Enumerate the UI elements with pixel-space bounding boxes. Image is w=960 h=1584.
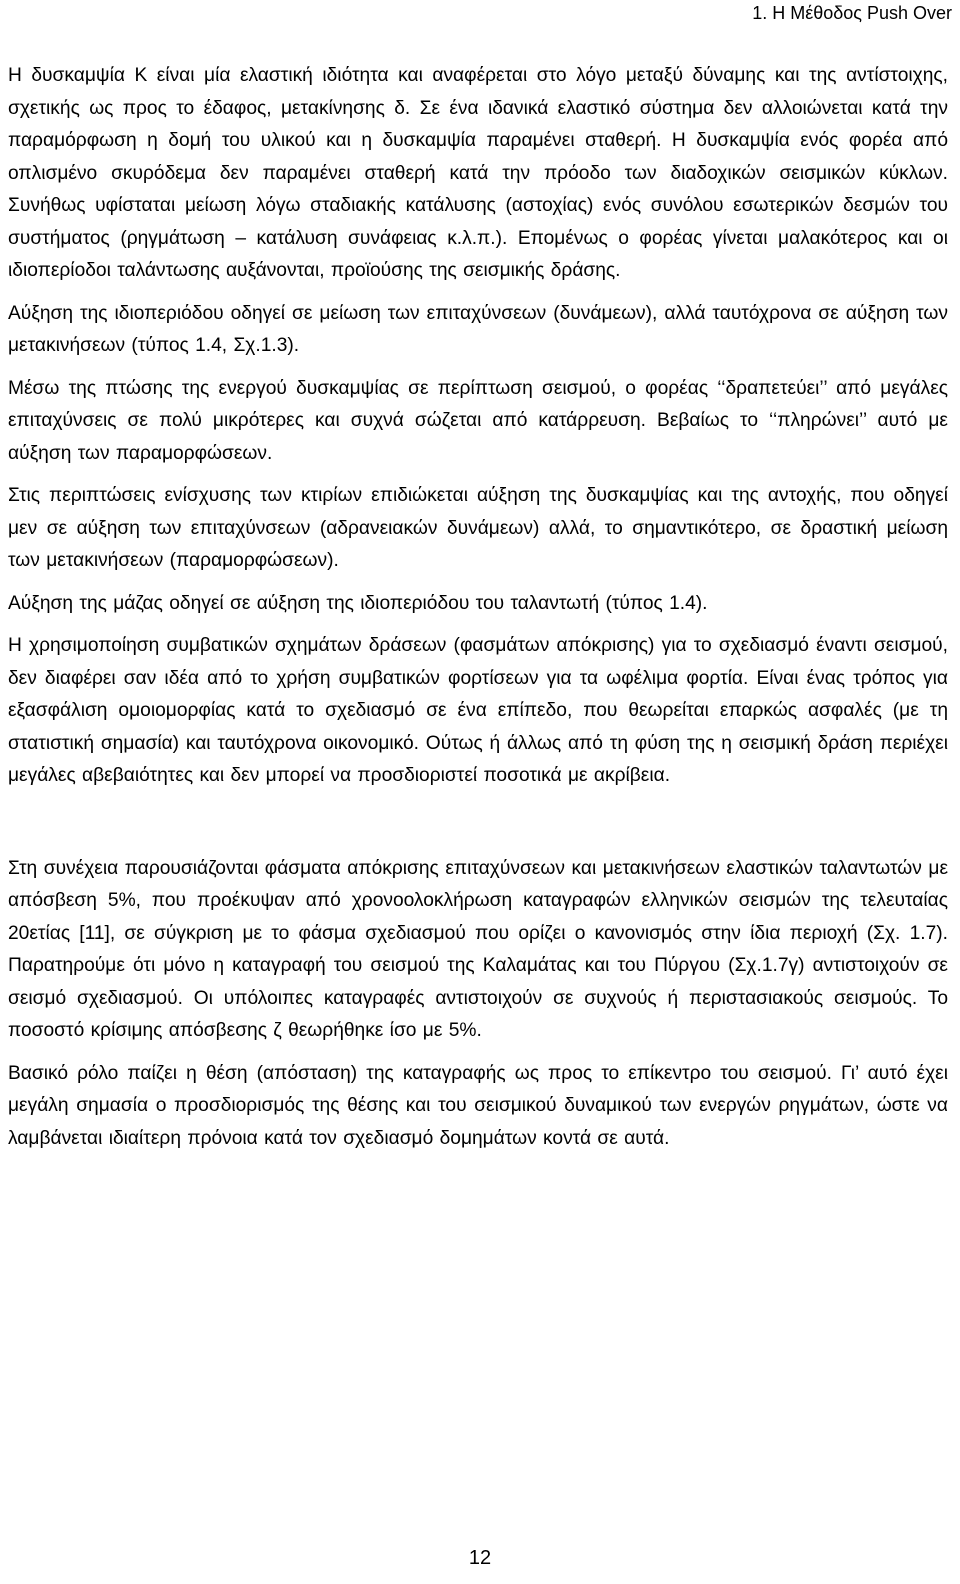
paragraph-period-increase: Αύξηση της ιδιοπεριόδου οδηγεί σε μείωση των επιταχύνσεων (δυνάμεων), αλλά ταυτόχρονα σε αύξηση των μετακινήσεων (τύπος 1.4, Σχ.1.3).	[8, 302, 948, 356]
paragraph-strengthening: Στις περιπτώσεις ενίσχυσης των κτιρίων επιδιώκεται αύξηση της δυσκαμψίας και της αντοχής, που οδηγεί μεν σε αύξηση των επιταχύνσεων (αδρανειακών δυνάμεων) αλλά, το σημαντικότερο, σε δραστική μείωση των μετακινήσεων (παραμορφώσεων).	[8, 485, 948, 571]
page-number: 12	[468, 1547, 492, 1569]
document-body	[8, 60, 948, 1165]
paragraph-mass-increase: Αύξηση της μάζας οδηγεί σε αύξηση της ιδιοπεριόδου του ταλαντωτή (τύπος 1.4).	[8, 592, 708, 614]
paragraph-epicenter-distance: Βασικό ρόλο παίζει η θέση (απόσταση) της καταγραφής ως προς το επίκεντρο του σεισμού. Γι’ αυτό έχει μεγάλη σημασία ο προσδιορισμός της θέσης και του σεισμικού δυναμικού των ενεργών ρηγμάτων, ώστε να λαμβάνεται ιδιαίτερη πρόνοια κατά τον σχεδιασμό δομημάτων κοντά σε αυτά.	[8, 1062, 948, 1149]
paragraph-stiffness-definition: Η δυσκαμψία Κ είναι μία ελαστική ιδιότητα και αναφέρεται στο λόγο μεταξύ δύναμης και της αντίστοιχης, σχετικής ως προς το έδαφος, μετακίνησης δ. Σε ένα ιδανικά ελαστικό σύστημα δεν αλλοιώνεται κατά την παραμόρφωση η δομή του υλικού και η δυσκαμψία παραμένει σταθερή. Η δυσκαμψία ενός φορέα από οπλισμένο σκυρόδεμα δεν παραμένει σταθερή κατά την πρόοδο των διαδοχικών σεισμικών κύκλων. Συνήθως υφίσταται μείωση λόγω σταδιακής κατάλυσης (αστοχίας) ενός συνόλου εσωτερικών δεσμών του συστήματος (ρηγμάτωση – κατάλυση συνάφειας κ.λ.π.). Επομένως ο φορέας γίνεται μαλακότερος και οι ιδιοπερίοδοι ταλάντωσης αυξάνονται, προϊούσης της σεισμικής δράσης.	[8, 65, 948, 281]
paragraph-stiffness-drop: Μέσω της πτώσης της ενεργού δυσκαμψίας σε περίπτωση σεισμού, ο φορέας ‘‘δραπετεύει’’ από μεγάλες επιταχύνσεις σε πολύ μικρότερες και συχνά σώζεται από κατάρρευση. Βεβαίως το ‘‘πληρώνει’’ αυτό με αύξηση των παραμορφώσεων.	[8, 377, 948, 464]
running-header: 1. Η Μέθοδος Push Over	[752, 3, 952, 23]
paragraph-design-spectra: Η χρησιμοποίηση συμβατικών σχημάτων δράσεων (φασμάτων απόκρισης) για το σχεδιασμό έναντι σεισμού, δεν διαφέρει σαν ιδέα από το χρήση συμβατικών φορτίσεων για τα ωφέλιμα φορτία. Είναι ένας τρόπος για εξασφάλιση ομοιομορφίας κατά το σχεδιασμό σε ένα επίπεδο, που θεωρείται επαρκώς ασφαλές (με τη στατιστική σημασία) και ταυτόχρονα οικονομικό. Ούτως ή άλλως από τη φύση της η σεισμική δράση περιέχει μεγάλες αβεβαιότητες και δεν μπορεί να προσδιοριστεί ποσοτικά με ακρίβεια.	[8, 635, 948, 786]
paragraph-response-spectra: Στη συνέχεια παρουσιάζονται φάσματα απόκρισης επιταχύνσεων και μετακινήσεων ελαστικών ταλαντωτών με απόσβεση 5%, που προέκυψαν από χρονοολοκλήρωση καταγραφών ελληνικών σεισμών της τελευταίας 20ετίας [11], σε σύγκριση με το φάσμα σχεδιασμού που ορίζει ο κανονισμός στην ίδια περιοχή (Σχ. 1.7). Παρατηρούμε ότι μόνο η καταγραφή του σεισμού της Καλαμάτας και του Πύργου (Σχ.1.7γ) αντιστοιχούν σε σεισμό σχεδιασμού. Οι υπόλοιπες καταγραφές αντιστοιχούν σε συχνούς ή περιστασιακούς σεισμούς. Το ποσοστό κρίσιμης απόσβεσης ζ θεωρήθηκε ίσο με 5%.	[8, 857, 948, 1041]
